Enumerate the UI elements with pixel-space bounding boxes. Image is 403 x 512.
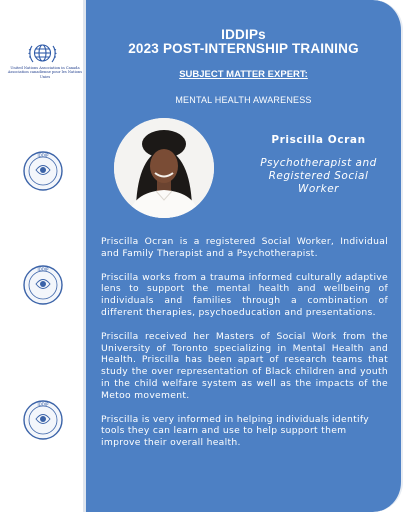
iddip-seal-icon (22, 399, 64, 441)
seal-text: IDDIP (37, 153, 49, 158)
topic: MENTAL HEALTH AWARENESS (175, 95, 312, 105)
bio-paragraph: Priscilla received her Masters of Social Work from the University of Toronto specializing in Mental Health and Health. Priscilla has been apart of research teams that study the over representation of Black children and youth in the child welfare system as well as the impacts of the Metoo movement. (101, 330, 388, 401)
person-name: Priscilla Ocran (271, 134, 366, 146)
un-caption-en: United Nations Association in Canada (10, 66, 80, 70)
subtitle: SUBJECT MATTER EXPERT: (179, 69, 308, 80)
portrait-photo (114, 118, 214, 218)
iddip-seal-icon (22, 150, 64, 192)
person-portrait-icon (114, 118, 214, 218)
iddip-seal-icon (22, 264, 64, 306)
person-role (236, 157, 401, 196)
seal-text: IDDIP (37, 267, 49, 272)
title-line-1: IDDIPs (221, 27, 266, 42)
sidebar (0, 0, 85, 512)
bio-paragraph: Priscilla Ocran is a registered Social Worker, Individual and Family Therapist and a Psychotherapist. (101, 236, 388, 259)
role-line: Worker (298, 183, 339, 195)
bio-paragraph: Priscilla works from a trauma informed culturally adaptive lens to support the mental health and wellbeing of individuals and families through a combination of different therapies, psychoeducation and presentations. (101, 271, 388, 318)
bio (101, 236, 388, 461)
role-line: Psychotherapist and (260, 157, 377, 169)
role-line: Registered Social (268, 170, 369, 182)
title-line-2: 2023 POST-INTERNSHIP TRAINING (128, 41, 359, 56)
bio-paragraph: Priscilla is very informed in helping individuals identify tools they can learn and use to help support them improve their overall health. (101, 413, 369, 449)
content-panel (86, 0, 403, 512)
un-caption (4, 66, 86, 79)
un-caption-fr: Association canadienne pour les Nations Unies (7, 70, 83, 79)
seal-text: IDDIP (37, 402, 49, 407)
